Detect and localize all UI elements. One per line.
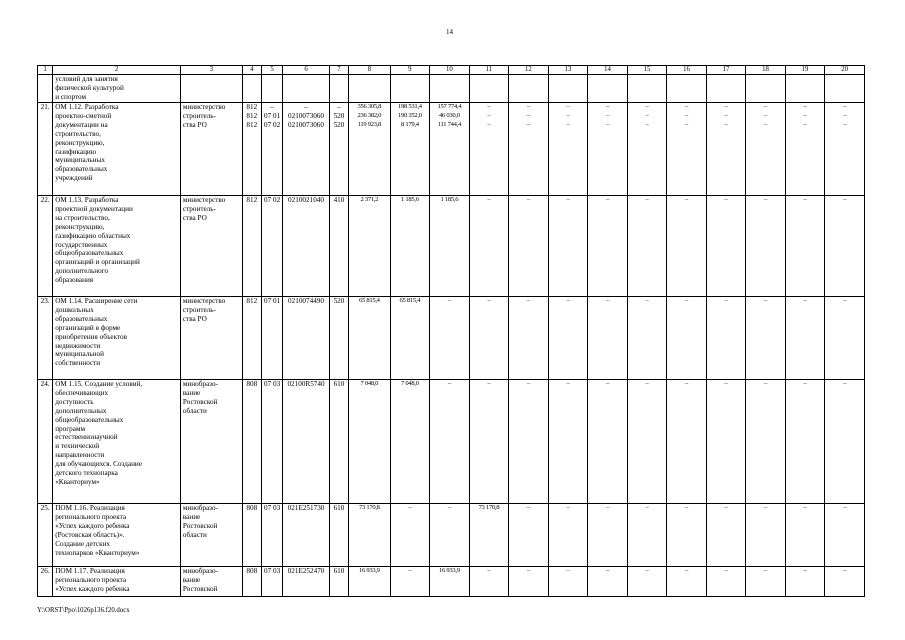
- value-line: –: [764, 103, 768, 110]
- value-line: –: [645, 103, 649, 110]
- value-cell: [746, 103, 786, 196]
- table-row: [38, 380, 865, 504]
- page-number: 14: [446, 28, 453, 36]
- value-cell: –: [469, 196, 509, 297]
- value-cell: 812: [242, 297, 261, 380]
- value-line: 157 774,4: [437, 103, 462, 110]
- column-number-cell: 3: [180, 66, 242, 75]
- value-cell: [261, 75, 282, 103]
- value-line: –: [803, 120, 807, 128]
- value-cell: –: [548, 380, 588, 504]
- measure-name-cell: ОМ 1.15. Создание условий, обеспечивающих доступность дополнительных общеобразовательных программ естественнонаучной и технической направленности для обучающихся. Создание детского технопарка «Кванториум»: [53, 380, 181, 504]
- value-line: 8 179,4: [401, 120, 419, 128]
- value-cell: –: [548, 504, 588, 567]
- value-cell: [509, 75, 549, 103]
- table-row: [38, 75, 865, 103]
- value-cell: [627, 103, 667, 196]
- value-cell: –: [588, 504, 628, 567]
- value-cell: [261, 103, 282, 196]
- value-cell: [283, 75, 330, 103]
- value-cell: –: [667, 504, 707, 567]
- value-cell: –: [430, 504, 470, 567]
- value-line: –: [270, 103, 274, 111]
- value-cell: –: [706, 567, 746, 597]
- value-cell: 0210074490: [283, 297, 330, 380]
- value-cell: –: [706, 297, 746, 380]
- value-cell: –: [390, 567, 430, 597]
- executor-cell: минобразо- вание Ростовской: [180, 567, 242, 597]
- value-cell: 7 048,0: [349, 380, 391, 504]
- value-cell: [349, 103, 391, 196]
- executor-cell: министерство строитель- ства РО: [180, 297, 242, 380]
- value-cell: –: [746, 297, 786, 380]
- value-cell: [667, 103, 707, 196]
- value-line: –: [724, 111, 728, 119]
- value-line: –: [724, 103, 728, 110]
- value-cell: –: [548, 567, 588, 597]
- value-cell: 65 815,4: [349, 297, 391, 380]
- value-line: –: [843, 111, 847, 119]
- value-cell: 07 02: [261, 196, 282, 297]
- table-row: [38, 196, 865, 297]
- value-cell: 7 048,0: [390, 380, 430, 504]
- value-cell: [242, 75, 261, 103]
- value-cell: –: [785, 380, 825, 504]
- row-number-cell: [38, 75, 53, 103]
- value-cell: [588, 75, 628, 103]
- value-line: 0210073060: [288, 120, 324, 129]
- value-cell: –: [469, 567, 509, 597]
- value-cell: –: [430, 297, 470, 380]
- value-cell: [548, 75, 588, 103]
- value-cell: 07 01: [261, 297, 282, 380]
- column-number-cell: 2: [53, 66, 181, 75]
- column-number-cell: 20: [825, 66, 865, 75]
- value-cell: –: [588, 297, 628, 380]
- value-cell: –: [706, 380, 746, 504]
- value-cell: 808: [242, 504, 261, 567]
- value-cell: –: [627, 380, 667, 504]
- value-line: –: [526, 103, 530, 110]
- column-number-cell: 10: [430, 66, 470, 75]
- value-cell: [825, 75, 865, 103]
- value-cell: –: [548, 196, 588, 297]
- value-line: –: [645, 111, 649, 119]
- table-row: [38, 504, 865, 567]
- row-number-cell: 21.: [38, 103, 53, 196]
- value-cell: 021E252470: [283, 567, 330, 597]
- value-line: –: [304, 103, 308, 111]
- value-cell: 16 933,9: [430, 567, 470, 597]
- value-cell: [430, 103, 470, 196]
- value-cell: –: [509, 297, 549, 380]
- value-cell: [588, 103, 628, 196]
- column-number-cell: 17: [706, 66, 746, 75]
- value-cell: [548, 103, 588, 196]
- value-cell: 812: [242, 196, 261, 297]
- value-cell: 16 933,9: [349, 567, 391, 597]
- value-line: –: [605, 103, 609, 110]
- value-line: –: [803, 103, 807, 110]
- value-line: –: [487, 103, 491, 110]
- value-line: –: [526, 111, 530, 119]
- value-line: –: [337, 103, 341, 111]
- value-cell: –: [785, 504, 825, 567]
- value-line: 812: [246, 111, 258, 120]
- value-line: 46 030,0: [439, 111, 460, 119]
- value-line: –: [684, 111, 688, 119]
- value-cell: –: [746, 504, 786, 567]
- value-line: –: [684, 120, 688, 128]
- column-number-cell: 5: [261, 66, 282, 75]
- value-line: –: [843, 103, 847, 110]
- value-cell: [329, 75, 348, 103]
- value-cell: [283, 103, 330, 196]
- column-number-cell: 7: [329, 66, 348, 75]
- value-line: –: [566, 103, 570, 110]
- value-cell: 021E251730: [283, 504, 330, 567]
- executor-cell: минобразо- вание Ростовской области: [180, 380, 242, 504]
- table-row: [38, 103, 865, 196]
- value-cell: –: [785, 567, 825, 597]
- value-line: –: [566, 120, 570, 128]
- column-number-cell: 14: [588, 66, 628, 75]
- measure-name-cell: ОМ 1.12. Разработка проектно-сметной документации на строительство, реконструкцию, газификацию муниципальных образовательных учреждений: [53, 103, 181, 196]
- value-cell: [706, 103, 746, 196]
- value-line: –: [526, 120, 530, 128]
- value-cell: 610: [329, 567, 348, 597]
- value-cell: 808: [242, 567, 261, 597]
- value-cell: –: [509, 567, 549, 597]
- value-cell: 02100R5740: [283, 380, 330, 504]
- measure-name-cell: ОМ 1.13. Разработка проектной документации на строительство, реконструкцию, газификацию областных государственных общеобразовательных организаций и организаций дополнительного образования: [53, 196, 181, 297]
- value-cell: [390, 75, 430, 103]
- value-cell: [785, 103, 825, 196]
- row-number-cell: 25.: [38, 504, 53, 567]
- value-cell: [667, 75, 707, 103]
- value-cell: 0210021040: [283, 196, 330, 297]
- column-number-cell: 19: [785, 66, 825, 75]
- value-cell: 2 371,2: [349, 196, 391, 297]
- value-cell: –: [588, 567, 628, 597]
- value-line: 0210073060: [288, 111, 324, 120]
- table-row: [38, 297, 865, 380]
- column-number-cell: 4: [242, 66, 261, 75]
- value-cell: –: [825, 196, 865, 297]
- row-number-cell: 22.: [38, 196, 53, 297]
- value-cell: [469, 75, 509, 103]
- value-line: –: [645, 120, 649, 128]
- file-path-footer: Y:\ORST\Ppo\1026p136.f20.docx: [37, 607, 130, 614]
- value-line: 07 01: [263, 111, 281, 120]
- column-number-row: [38, 66, 865, 75]
- column-number-cell: 12: [509, 66, 549, 75]
- value-line: 356 305,8: [357, 103, 382, 110]
- value-line: –: [566, 111, 570, 119]
- value-line: –: [764, 111, 768, 119]
- value-line: –: [605, 120, 609, 128]
- value-cell: –: [588, 196, 628, 297]
- value-line: 520: [333, 120, 345, 129]
- value-cell: –: [746, 380, 786, 504]
- value-cell: –: [430, 380, 470, 504]
- executor-cell: [180, 75, 242, 103]
- value-line: –: [764, 120, 768, 128]
- value-cell: –: [627, 504, 667, 567]
- value-cell: –: [706, 196, 746, 297]
- value-cell: [329, 103, 348, 196]
- value-cell: [746, 75, 786, 103]
- value-cell: 73 170,8: [349, 504, 391, 567]
- value-cell: 07 03: [261, 380, 282, 504]
- row-number-cell: 26.: [38, 567, 53, 597]
- value-cell: [627, 75, 667, 103]
- value-cell: –: [785, 297, 825, 380]
- value-cell: [469, 103, 509, 196]
- value-line: 520: [333, 111, 345, 120]
- value-cell: –: [667, 196, 707, 297]
- value-line: 812: [246, 103, 258, 111]
- value-line: 111 744,4: [437, 120, 461, 128]
- value-cell: [785, 75, 825, 103]
- value-line: –: [605, 111, 609, 119]
- value-cell: –: [509, 380, 549, 504]
- measure-name-cell: ОМ 1.14. Расширение сети дошкольных образовательных организаций в форме приобретения объектов недвижимости муниципальной собственности: [53, 297, 181, 380]
- executor-cell: минобразо- вание Ростовской области: [180, 504, 242, 567]
- value-cell: –: [627, 196, 667, 297]
- value-cell: –: [548, 297, 588, 380]
- column-number-cell: 16: [667, 66, 707, 75]
- value-cell: [242, 103, 261, 196]
- value-line: –: [803, 111, 807, 119]
- executor-cell: министерство строитель- ства РО: [180, 103, 242, 196]
- value-cell: 07 03: [261, 504, 282, 567]
- value-cell: –: [825, 380, 865, 504]
- column-number-cell: 13: [548, 66, 588, 75]
- column-number-cell: 18: [746, 66, 786, 75]
- column-number-cell: 15: [627, 66, 667, 75]
- value-line: 198 531,4: [398, 103, 422, 110]
- value-line: 812: [246, 120, 258, 129]
- value-cell: 1 185,6: [430, 196, 470, 297]
- value-cell: –: [509, 504, 549, 567]
- value-cell: 808: [242, 380, 261, 504]
- value-cell: 610: [329, 380, 348, 504]
- value-cell: –: [627, 297, 667, 380]
- value-cell: –: [627, 567, 667, 597]
- value-cell: –: [825, 567, 865, 597]
- column-number-cell: 8: [349, 66, 391, 75]
- value-cell: [390, 103, 430, 196]
- value-cell: 1 185,6: [390, 196, 430, 297]
- value-line: –: [487, 120, 491, 128]
- value-line: –: [684, 103, 688, 110]
- executor-cell: министерство строитель- ства РО: [180, 196, 242, 297]
- value-cell: [349, 75, 391, 103]
- value-line: 07 02: [263, 120, 281, 129]
- measure-name-cell: ПОМ 1.16. Реализация регионального проекта «Успех каждого ребенка (Ростовская область)». Создание детских технопарков «Кванториум»: [53, 504, 181, 567]
- value-line: –: [487, 111, 491, 119]
- column-number-cell: 6: [283, 66, 330, 75]
- column-number-cell: 11: [469, 66, 509, 75]
- value-cell: 410: [329, 196, 348, 297]
- value-cell: –: [746, 196, 786, 297]
- value-cell: [509, 103, 549, 196]
- value-cell: [825, 103, 865, 196]
- value-cell: –: [785, 196, 825, 297]
- value-cell: –: [667, 567, 707, 597]
- value-cell: –: [825, 504, 865, 567]
- value-cell: –: [706, 504, 746, 567]
- value-cell: [706, 75, 746, 103]
- value-cell: –: [746, 567, 786, 597]
- column-number-cell: 1: [38, 66, 53, 75]
- value-cell: –: [588, 380, 628, 504]
- table-row: [38, 567, 865, 597]
- column-number-cell: 9: [390, 66, 430, 75]
- row-number-cell: 24.: [38, 380, 53, 504]
- program-table: [37, 65, 865, 597]
- value-cell: 610: [329, 504, 348, 567]
- value-cell: –: [667, 380, 707, 504]
- value-cell: –: [825, 297, 865, 380]
- measure-name-cell: ПОМ 1.17. Реализация регионального проекта «Успех каждого ребенка: [53, 567, 181, 597]
- value-line: –: [724, 120, 728, 128]
- value-cell: 65 815,4: [390, 297, 430, 380]
- value-line: 190 352,0: [398, 111, 422, 119]
- value-cell: 520: [329, 297, 348, 380]
- value-cell: –: [667, 297, 707, 380]
- value-line: 236 382,0: [357, 111, 382, 119]
- value-line: 119 923,8: [357, 120, 382, 128]
- value-cell: –: [469, 380, 509, 504]
- value-line: –: [843, 120, 847, 128]
- value-cell: –: [390, 504, 430, 567]
- measure-name-cell: условий для занятия физической культурой и спортом: [53, 75, 181, 103]
- row-number-cell: 23.: [38, 297, 53, 380]
- value-cell: 07 03: [261, 567, 282, 597]
- value-cell: [430, 75, 470, 103]
- value-cell: –: [469, 297, 509, 380]
- value-cell: –: [509, 196, 549, 297]
- value-cell: 73 170,8: [469, 504, 509, 567]
